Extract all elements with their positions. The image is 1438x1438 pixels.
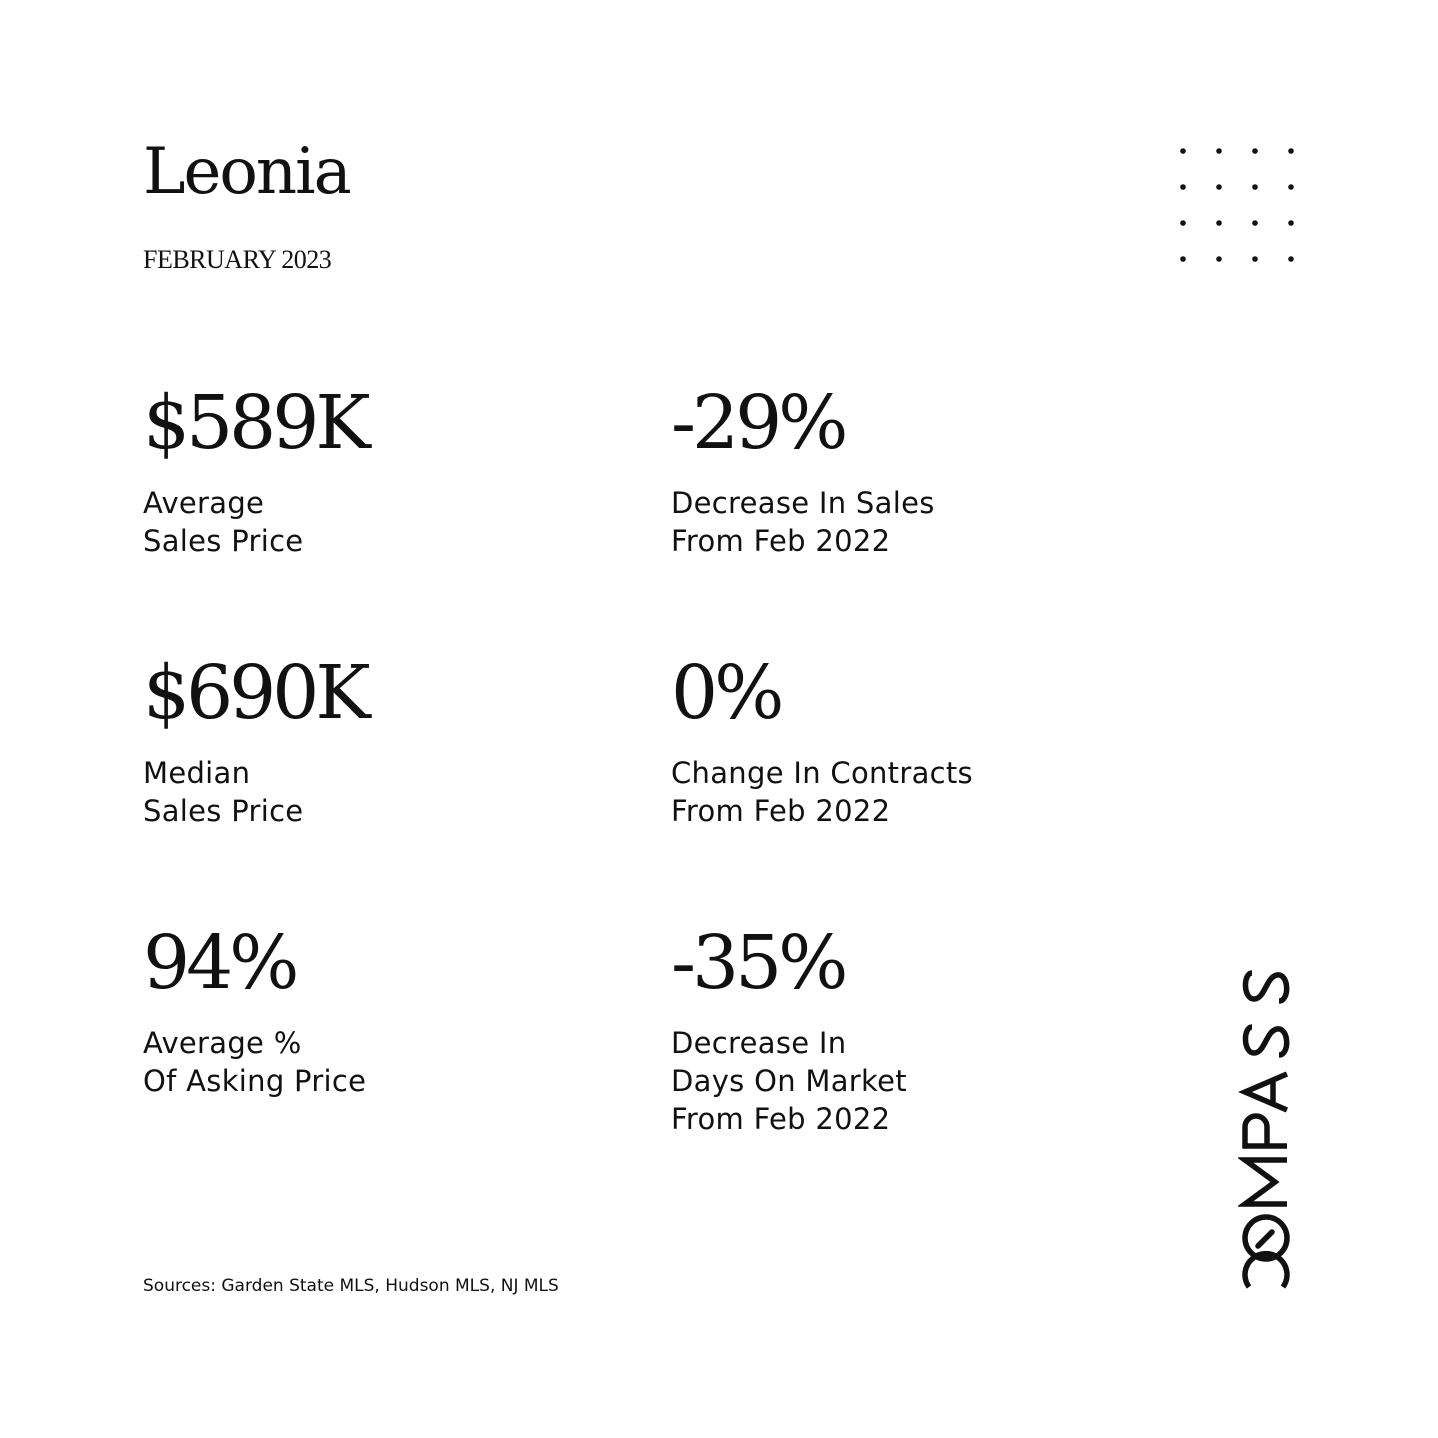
stat-label-line: Sales Price bbox=[143, 524, 304, 558]
stat-value: 0% bbox=[671, 650, 781, 736]
stat-label-line: Average % bbox=[143, 1026, 302, 1060]
stat-label-line: Decrease In bbox=[671, 1026, 847, 1060]
sources-note: Sources: Garden State MLS, Hudson MLS, NJ MLS bbox=[143, 1276, 559, 1296]
stat-label-line: Of Asking Price bbox=[143, 1064, 367, 1098]
stat-label-line: Average bbox=[143, 486, 265, 520]
stat-label-line: Decrease In Sales bbox=[671, 486, 935, 520]
stat-average-sales-price bbox=[143, 380, 583, 560]
report-month: FEBRUARY 2023 bbox=[143, 245, 332, 274]
stat-label-line: From Feb 2022 bbox=[671, 1102, 891, 1136]
stat-median-sales-price bbox=[143, 650, 583, 830]
stat-label bbox=[143, 484, 583, 560]
stat-value: 94% bbox=[143, 920, 296, 1006]
stat-value: -29% bbox=[671, 380, 845, 466]
compass-logo bbox=[1238, 955, 1294, 1295]
dot-grid-decoration bbox=[1178, 146, 1298, 266]
stat-contracts-change bbox=[671, 650, 1111, 830]
stat-label-line: Median bbox=[143, 756, 251, 790]
stat-value: -35% bbox=[671, 920, 845, 1006]
stat-label bbox=[671, 484, 1111, 560]
stat-label bbox=[143, 754, 583, 830]
stat-sales-change bbox=[671, 380, 1111, 560]
stat-label-line: Sales Price bbox=[143, 794, 304, 828]
stat-label-line: Days On Market bbox=[671, 1064, 907, 1098]
stat-label bbox=[671, 1024, 1111, 1138]
stat-label bbox=[671, 754, 1111, 830]
stat-label-line: From Feb 2022 bbox=[671, 794, 891, 828]
page-title: Leonia bbox=[143, 135, 350, 209]
stat-label-line: From Feb 2022 bbox=[671, 524, 891, 558]
stat-value: $589K bbox=[143, 380, 367, 466]
stat-label bbox=[143, 1024, 583, 1100]
stat-label-line: Change In Contracts bbox=[671, 756, 973, 790]
stat-percent-of-asking bbox=[143, 920, 583, 1100]
stat-value: $690K bbox=[143, 650, 367, 736]
stat-days-on-market-change bbox=[671, 920, 1111, 1138]
